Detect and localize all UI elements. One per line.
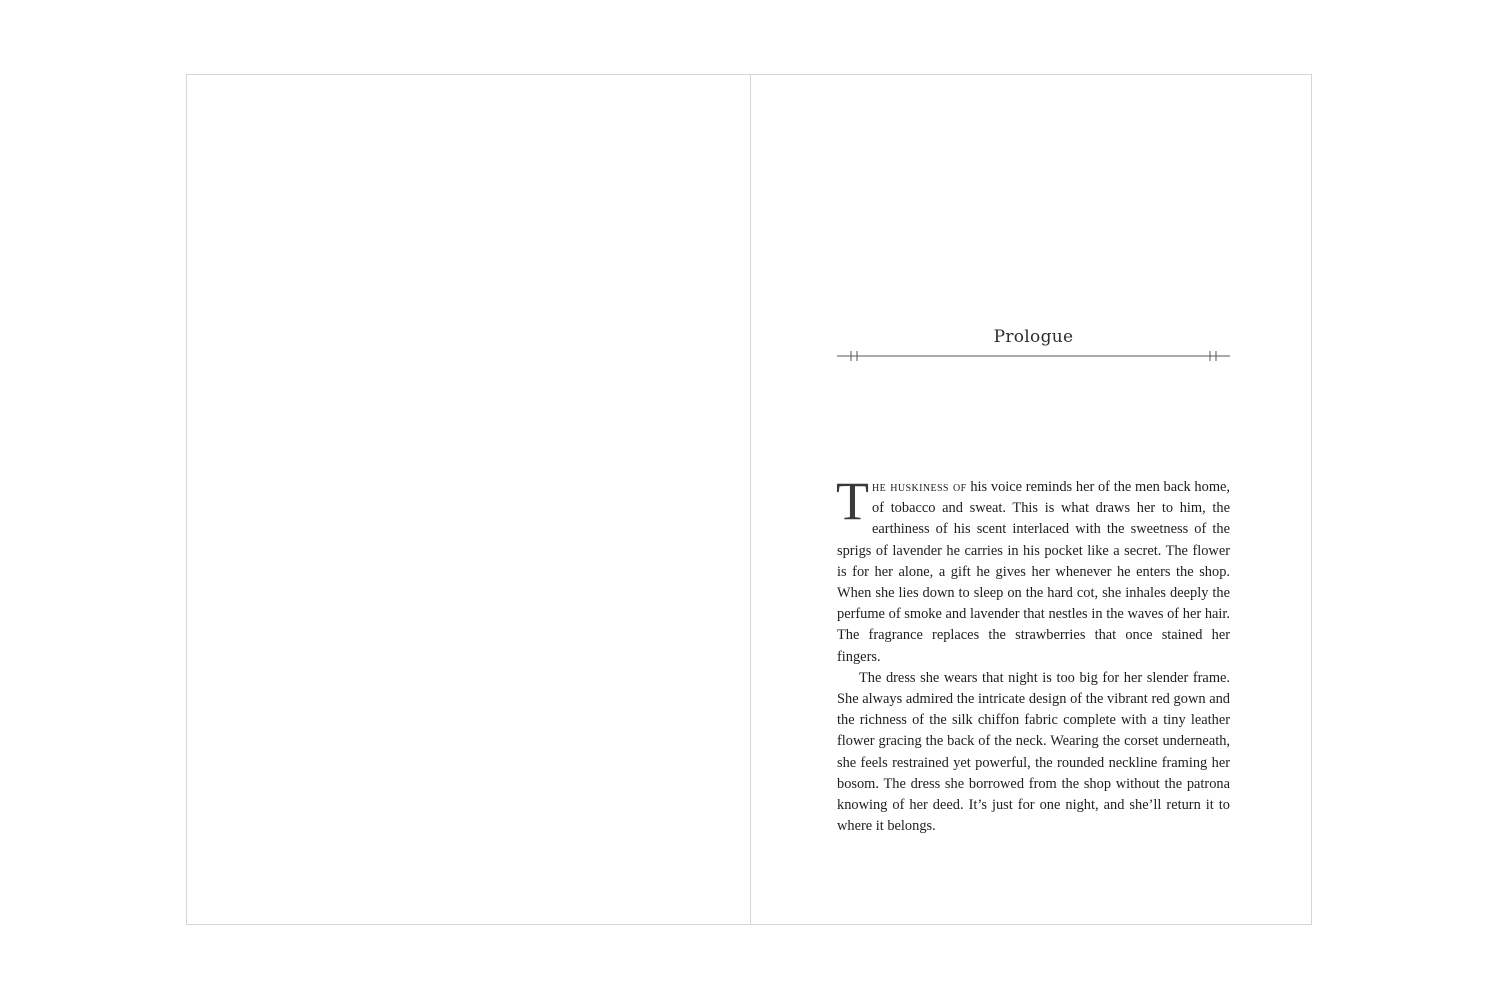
left-page-blank [187,75,750,924]
paragraph-2: The dress she wears that night is too big for her slender frame. She always admired the intricate design of the vibrant red gown and the richness of the silk chiffon fabric complete with a tiny leather flower gracing the back of the neck. Wearing the corset underneath, she feels restrained yet powerful, the rounded neckline framing her bosom. The dress she borrowed from the shop without the patrona knowing of her deed. It’s just for one night, and she’ll return it to where it belongs. [837,669,1230,835]
right-page [750,75,1312,924]
prologue-body [836,471,1231,837]
lead-in-smallcaps: he huskiness of [872,479,967,495]
chapter-title: Prologue [993,327,1074,347]
paragraph-1-text: his voice reminds her of the men back home, of tobacco and sweat. This is what draws her to him, the earthiness of his scent interlaced with the sweetness of the sprigs of lavender he carries in his pocket like a secret. The flower is for her alone, a gift he gives her whenever he enters the shop. When she lies down to sleep on the hard cot, she inhales deeply the perfume of smoke and lavender that nestles in the waves of her hair. The fragrance replaces the strawberries that once stained her fingers. [837,479,1231,665]
paragraph-1 [836,471,1231,668]
book-spread [186,74,1312,925]
drop-cap: T [836,471,869,531]
title-rule-ornament-icon [837,347,1230,365]
